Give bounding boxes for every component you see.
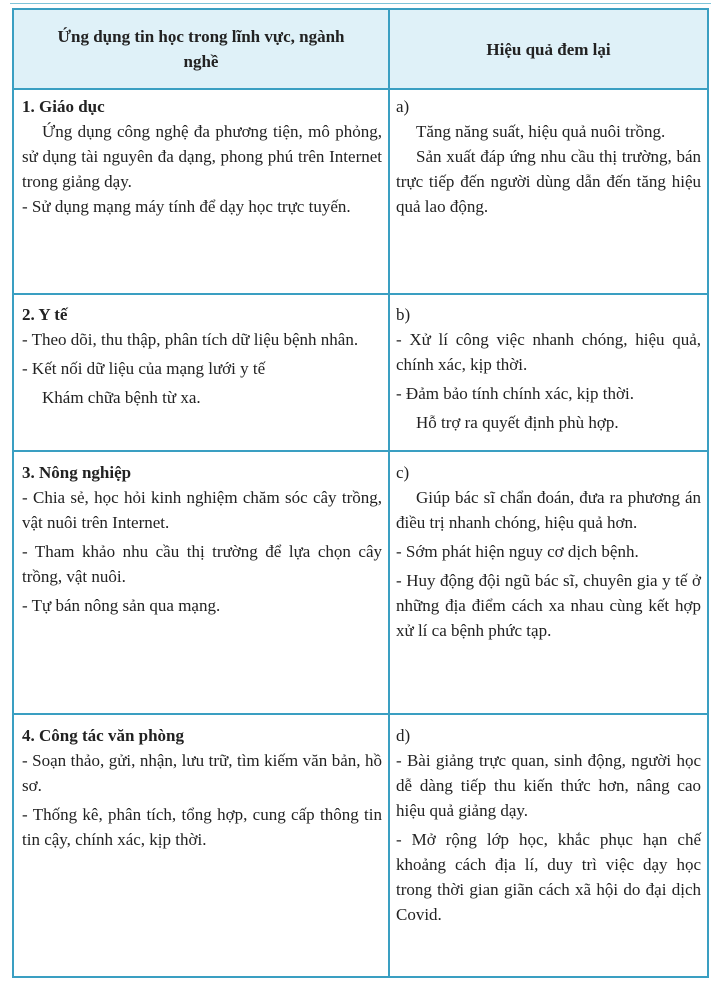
row-text: - Kết nối dữ liệu của mạng lưới y tế [22, 359, 266, 378]
row-text: - Bài giảng trực quan, sinh động, người học dễ dàng tiếp thu kiến thức hơn, nâng cao hiệu quả giảng dạy. [396, 751, 701, 820]
header-col-applications: Ứng dụng tin học trong lĩnh vực, ngành nghề [14, 10, 388, 88]
row-text: Tăng năng suất, hiệu quả nuôi trồng. [416, 122, 666, 141]
table-row-d-right [396, 723, 701, 927]
row-divider [14, 293, 707, 295]
table-row-agriculture-left [22, 460, 382, 618]
row-text: - Chia sẻ, học hỏi kinh nghiệm chăm sóc cây trồng, vật nuôi trên Internet. [22, 488, 382, 532]
table-row-office-left [22, 723, 382, 852]
table-row-c-right [396, 460, 701, 643]
row-label: a) [396, 97, 410, 116]
row-text: - Sớm phát hiện nguy cơ dịch bệnh. [396, 542, 639, 561]
top-rule [10, 3, 711, 4]
row-text: Khám chữa bệnh từ xa. [42, 388, 201, 407]
row-divider [14, 88, 707, 90]
matching-table [12, 8, 709, 978]
row-text: - Tham khảo nhu cầu thị trường để lựa chọn cây trồng, vật nuôi. [22, 542, 382, 586]
row-text: - Thống kê, phân tích, tổng hợp, cung cấp thông tin tin cậy, chính xác, kịp thời. [22, 805, 382, 849]
row-text: - Huy động đội ngũ bác sĩ, chuyên gia y tế ở những địa điểm cách xa nhau cùng kết hợp xử lí ca bệnh phức tạp. [396, 571, 701, 640]
column-divider [388, 10, 390, 976]
row-title: 3. Nông nghiệp [22, 463, 132, 482]
table-row-health-left [22, 302, 382, 410]
table-row-a-right [396, 94, 701, 219]
header-col-benefits: Hiệu quả đem lại [390, 10, 707, 88]
row-text: Hỗ trợ ra quyết định phù hợp. [416, 413, 619, 432]
row-text: - Xử lí công việc nhanh chóng, hiệu quả, chính xác, kịp thời. [396, 330, 701, 374]
row-text: Ứng dụng công nghệ đa phương tiện, mô phỏng, sử dụng tài nguyên đa dạng, phong phú trên Internet trong giảng dạy. [22, 122, 382, 191]
row-label: d) [396, 726, 411, 745]
row-text: Sản xuất đáp ứng nhu cầu thị trường, bán trực tiếp đến người dùng dẫn đến tăng hiệu quả lao động. [396, 147, 701, 216]
row-text: - Đảm bảo tính chính xác, kịp thời. [396, 384, 634, 403]
row-text: - Sử dụng mạng máy tính để dạy học trực tuyến. [22, 197, 351, 216]
row-title: 4. Công tác văn phòng [22, 726, 185, 745]
row-title: 2. Y tế [22, 305, 68, 324]
row-text: - Tự bán nông sản qua mạng. [22, 596, 221, 615]
row-text: - Soạn thảo, gửi, nhận, lưu trữ, tìm kiếm văn bản, hồ sơ. [22, 751, 382, 795]
table-row-education-left [22, 94, 382, 219]
table-row-b-right [396, 302, 701, 435]
row-text: - Mở rộng lớp học, khắc phục hạn chế khoảng cách địa lí, duy trì việc dạy học trong thời gian giãn cách xã hội do đại dịch Covid. [396, 830, 701, 924]
row-title: 1. Giáo dục [22, 97, 105, 116]
row-divider [14, 450, 707, 452]
row-divider [14, 713, 707, 715]
row-text: Giúp bác sĩ chẩn đoán, đưa ra phương án điều trị nhanh chóng, hiệu quả hơn. [396, 488, 701, 532]
row-label: c) [396, 463, 410, 482]
row-label: b) [396, 305, 411, 324]
row-text: - Theo dõi, thu thập, phân tích dữ liệu bệnh nhân. [22, 330, 359, 349]
